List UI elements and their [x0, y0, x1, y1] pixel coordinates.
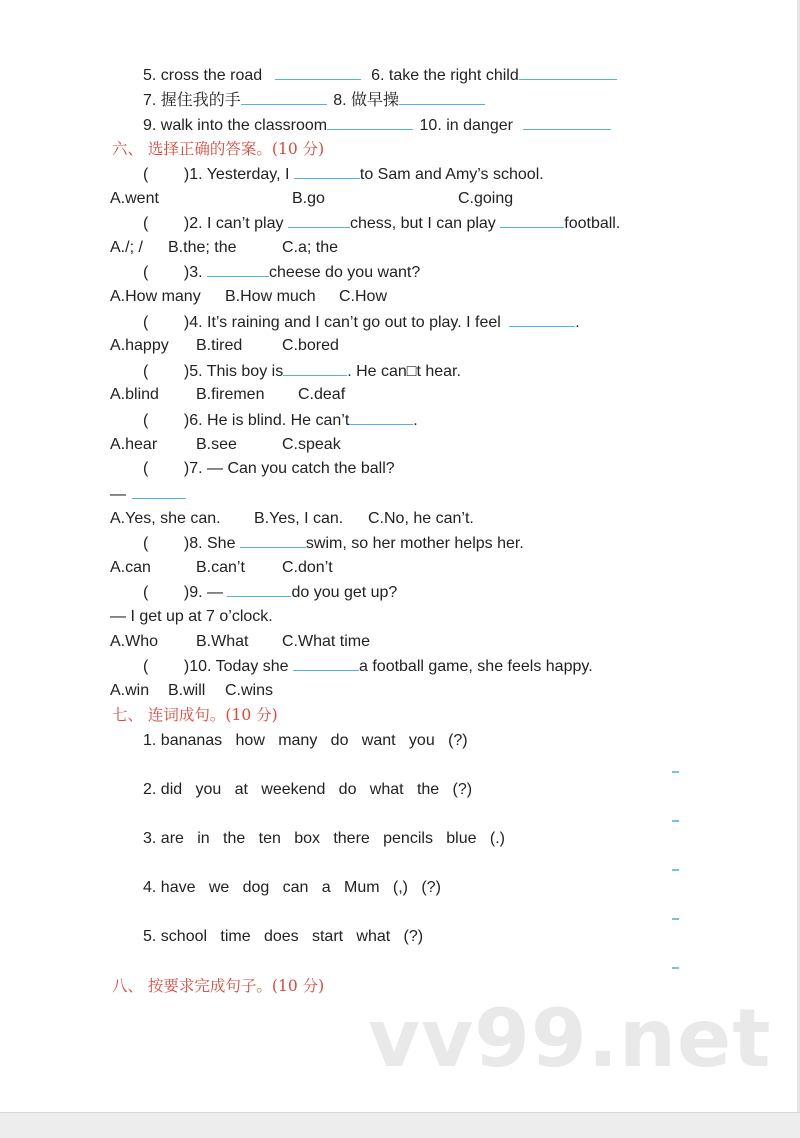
option-a: A.went [110, 190, 159, 207]
vocab-item-8: 8. 做早操 [333, 92, 400, 109]
options-3 [110, 287, 387, 307]
answer-blank[interactable] [227, 582, 291, 597]
answer-tick-mark [672, 771, 679, 773]
answer-tick-mark [672, 918, 679, 920]
watermark: vv99.net [368, 992, 772, 1085]
answer-blank[interactable] [241, 90, 327, 105]
answer-blank[interactable] [132, 484, 186, 499]
option-b: B.What [196, 633, 249, 650]
question-text: cheese do you want? [269, 264, 421, 281]
vocab-item-10: 10. in danger [419, 117, 513, 134]
question-text: . He can□t hear. [347, 363, 461, 380]
answer-blank[interactable] [294, 164, 360, 179]
options-4 [110, 336, 339, 356]
vocab-item-5: 5. cross the road [143, 67, 263, 84]
option-b: B.tired [196, 337, 243, 354]
question-9 [143, 582, 397, 603]
question-text: a football game, she feels happy. [359, 658, 593, 675]
option-c: C.deaf [298, 386, 346, 403]
option-b: B.Yes, I can. [254, 510, 344, 527]
option-b: B.will [168, 682, 206, 699]
reorder-item-5: 5. school time does start what (?) [143, 928, 424, 945]
vocab-row-3 [143, 115, 611, 136]
option-c: C.bored [282, 337, 339, 354]
option-a: A.How many [110, 288, 201, 305]
option-a: A.hear [110, 436, 158, 453]
question-2 [143, 213, 620, 234]
question-text: ( )1. Yesterday, I [143, 166, 294, 183]
question-text: swim, so her mother helps her. [305, 535, 524, 552]
question-text: chess, but I can play [349, 215, 501, 232]
answer-blank[interactable] [327, 115, 413, 130]
option-c: C.How [339, 288, 388, 305]
page-footer-bar [0, 1112, 800, 1138]
question-text: . [575, 314, 580, 331]
option-a: A.can [110, 559, 151, 576]
answer-blank[interactable] [240, 533, 306, 548]
answer-blank[interactable] [293, 656, 359, 671]
option-a: A./; / [110, 239, 143, 256]
answer-blank[interactable] [283, 361, 347, 376]
option-c: C.going [458, 190, 514, 207]
options-9 [110, 632, 370, 652]
option-c: C.wins [225, 682, 274, 699]
answer-blank[interactable] [275, 65, 361, 80]
question-5 [143, 361, 461, 382]
question-3 [143, 262, 420, 283]
question-8 [143, 533, 524, 554]
option-b: B.the; the [168, 239, 237, 256]
section-7-title: 七、 连词成句。(10 分) [112, 706, 278, 724]
options-1 [110, 189, 513, 209]
vocab-item-9: 9. walk into the classroom [143, 117, 328, 134]
options-6 [110, 435, 341, 455]
option-a: A.blind [110, 386, 159, 403]
answer-blank[interactable] [523, 115, 611, 130]
option-c: C.No, he can’t. [368, 510, 474, 527]
section-8-title: 八、 按要求完成句子。(10 分) [112, 977, 325, 995]
question-6 [143, 410, 418, 431]
question-text: ( )6. He is blind. He can’t [143, 412, 350, 429]
answer-tick-mark [672, 967, 679, 969]
question-1 [143, 164, 544, 185]
question-10 [143, 656, 593, 677]
option-b: B.can’t [196, 559, 245, 576]
reorder-item-4: 4. have we dog can a Mum (,) (?) [143, 879, 441, 896]
vocab-item-7: 7. 握住我的手 [143, 92, 241, 109]
vocab-row-2 [143, 90, 485, 111]
question-text: ( )2. I can’t play [143, 215, 288, 232]
option-c: C.don’t [282, 559, 333, 576]
question-text: do you get up? [291, 584, 398, 601]
options-8 [110, 558, 333, 578]
question-text: ( )9. — [143, 584, 228, 601]
question-4 [143, 312, 580, 333]
question-7 [143, 459, 395, 479]
vocab-row-1 [143, 65, 617, 86]
answer-blank[interactable] [509, 312, 575, 327]
option-a: A.Who [110, 633, 159, 650]
answer-blank[interactable] [519, 65, 617, 80]
question-text: ( )4. It’s raining and I can’t go out to play. I feel [143, 314, 506, 331]
question-text: ( )10. Today she [143, 658, 293, 675]
reorder-item-2: 2. did you at weekend do what the (?) [143, 781, 473, 798]
answer-blank[interactable] [288, 213, 350, 228]
question-text: ( )5. This boy is [143, 363, 284, 380]
options-2 [110, 238, 338, 258]
question-text: ( )3. [143, 264, 208, 281]
option-a: A.happy [110, 337, 169, 354]
answer-blank[interactable] [500, 213, 564, 228]
option-b: B.see [196, 436, 237, 453]
option-c: C.speak [282, 436, 341, 453]
answer-blank[interactable] [399, 90, 485, 105]
answer-tick-mark [672, 820, 679, 822]
question-text: football. [564, 215, 621, 232]
options-10 [110, 681, 273, 701]
question-text: to Sam and Amy’s school. [359, 166, 544, 183]
vocab-item-6: 6. take the right child [371, 67, 519, 84]
section-6-title: 六、 选择正确的答案。(10 分) [112, 140, 325, 158]
option-c: C.a; the [282, 239, 339, 256]
answer-tick-mark [672, 869, 679, 871]
option-a: A.Yes, she can. [110, 510, 221, 527]
question-9-answer: — I get up at 7 o’clock. [110, 608, 273, 625]
question-7-reply [110, 484, 186, 505]
question-text: . [413, 412, 418, 429]
option-a: A.win [110, 682, 150, 699]
option-b: B.firemen [196, 386, 265, 403]
reorder-item-1: 1. bananas how many do want you (?) [143, 732, 468, 749]
dialogue-dash: — [110, 486, 126, 503]
answer-blank[interactable] [207, 262, 269, 277]
question-text: ( )8. She [143, 535, 240, 552]
answer-blank[interactable] [349, 410, 413, 425]
question-text: ( )7. — Can you catch the ball? [143, 460, 395, 477]
options-5 [110, 385, 345, 405]
option-b: B.go [292, 190, 325, 207]
option-c: C.What time [282, 633, 371, 650]
options-7 [110, 509, 474, 529]
option-b: B.How much [225, 288, 316, 305]
reorder-item-3: 3. are in the ten box there pencils blue (.) [143, 830, 505, 847]
